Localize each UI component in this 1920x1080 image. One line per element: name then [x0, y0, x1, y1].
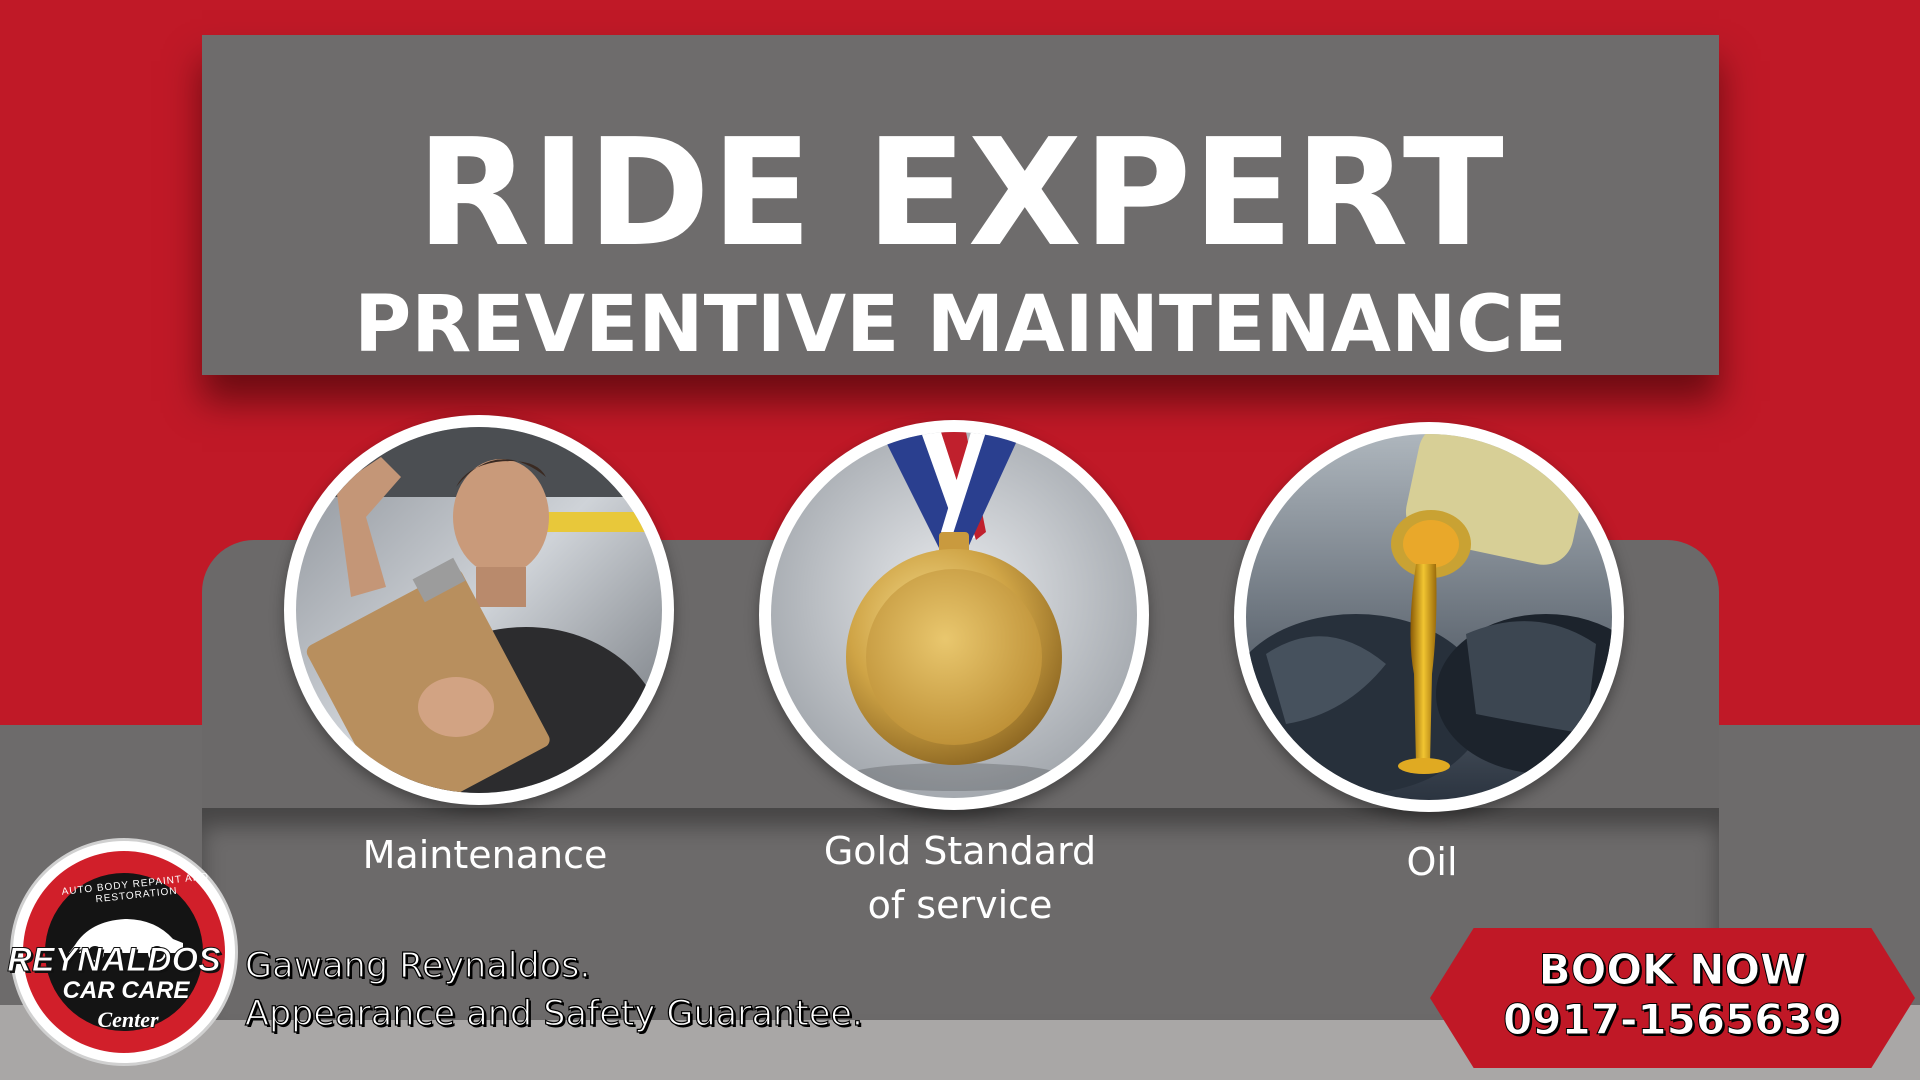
logo-subtitle-2: Center: [97, 1007, 159, 1032]
logo-arc-text: AUTO BODY REPAINT AND RESTORATION: [61, 871, 210, 906]
caption-line: Gold Standard: [823, 829, 1097, 873]
logo-subtitle: CAR CARE: [62, 977, 190, 1004]
service-image-maintenance: [284, 415, 674, 805]
book-now-phone: 0917-1565639: [1503, 995, 1842, 1044]
tagline-line-2: Appearance and Safety Guarantee.: [245, 994, 864, 1034]
service-image-oil: [1234, 422, 1624, 812]
mechanic-clipboard-photo: [296, 427, 662, 793]
page-title: RIDE EXPERT: [416, 107, 1505, 279]
service-caption-gold-standard: [760, 824, 1160, 932]
brand-logo: [7, 838, 238, 1066]
page-subtitle: PREVENTIVE MAINTENANCE: [354, 280, 1567, 370]
book-now-text: BOOK NOW: [1538, 945, 1807, 994]
tagline-line-1: Gawang Reynaldos.: [245, 946, 591, 986]
caption-line: of service: [867, 883, 1053, 927]
book-now-label[interactable]: [1430, 945, 1915, 1045]
oil-pour-photo: [1246, 434, 1612, 800]
gold-medal-photo: [771, 432, 1137, 798]
service-image-gold-standard: [759, 420, 1149, 810]
tagline: [245, 942, 863, 1038]
service-caption-oil: Oil: [1406, 840, 1458, 884]
logo-name: REYNALDOS: [7, 941, 221, 979]
service-caption-maintenance: Maintenance: [362, 833, 608, 877]
header-banner: [202, 35, 1719, 375]
